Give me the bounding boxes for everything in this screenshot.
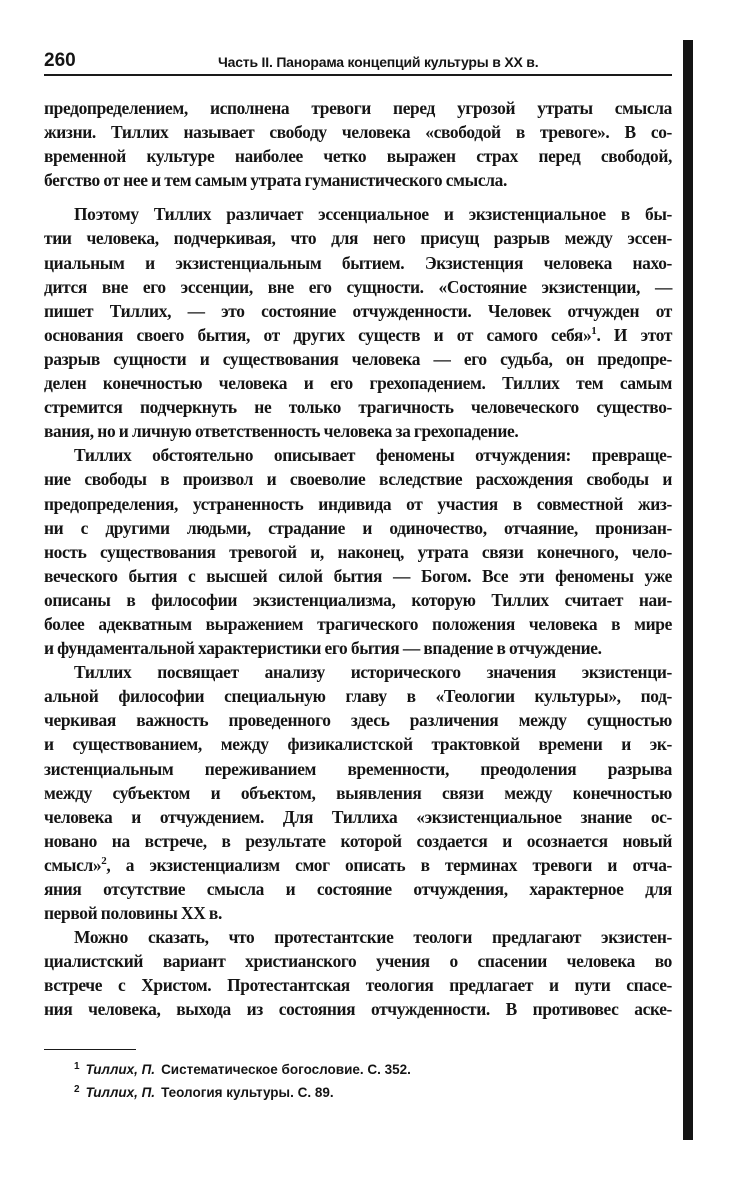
paragraph-1 (44, 96, 672, 192)
text-line: зистенциальным переживанием временности, преодоления разрыва (44, 758, 672, 779)
text-line: яния отсутствие смысла и состояние отчуждения, характерное для (44, 879, 672, 899)
footnotes (74, 1058, 634, 1104)
text-line: новано на встрече, в результате которой создается и осознается новый (44, 830, 672, 851)
footnote-1 (74, 1058, 634, 1081)
footnote-mark: 1 (74, 1060, 80, 1072)
paragraph-4 (44, 660, 672, 925)
text-line: тии человека, подчеркивая, что для него присущ разрыв между эссен- (44, 228, 672, 249)
text-line: делен конечностью человека и его грехопадением. Тиллих тем самым (44, 373, 672, 394)
running-header (44, 48, 672, 76)
line-text: основания своего бытия, от других существ и от самого себя» (44, 324, 592, 345)
text-line: циальным и экзистенциальным бытием. Экзистенция человека нахо- (44, 252, 672, 273)
text-line: альной философии специальную главу в «Теологии культуры», под- (44, 686, 672, 707)
text-line-with-footnote (44, 853, 672, 877)
text-line: ние свободы в произвол и своеволие вследствие расхождения свободы и (44, 469, 672, 490)
text-line: ни с другими людьми, страдание и одиночество, отчаяние, пронизан- (44, 517, 672, 538)
text-line: пишет Тиллих, — это состояние отчужденности. Человек отчужден от (44, 300, 672, 321)
text-line: Тиллих обстоятельно описывает феномены отчуждения: превраще- (74, 445, 672, 466)
text-line: более адекватным выражением трагического положения человека в мире (44, 613, 672, 634)
text-line: Можно сказать, что протестантские теологи предлагают экзистен- (74, 927, 672, 948)
text-line-with-footnote (44, 323, 672, 347)
text-line: циалистский вариант христианского учения о спасении человека во (44, 951, 672, 972)
footnote-divider (44, 1049, 136, 1050)
text-line: и фундаментальной характеристики его бытия — впадение в отчуждение. (44, 638, 602, 659)
paragraph-5 (44, 925, 672, 1021)
text-line: дится вне его эссенции, вне его сущности. «Состояние экзистенции, — (44, 276, 672, 297)
footnote-2 (74, 1081, 634, 1104)
page-edge-shadow (683, 40, 693, 1140)
text-line: Поэтому Тиллих различает эссенциальное и экзистенциальное в бы- (74, 204, 672, 225)
footnote-author: Тиллих, П. (85, 1085, 156, 1100)
line-text: смысл» (44, 854, 102, 875)
text-line: встрече с Христом. Протестантская теология предлагает и пути спасе- (44, 975, 672, 996)
line-text-tail: , а экзистенциализм смог описать в терминах тревоги и отча- (106, 854, 672, 875)
footnote-mark: 2 (74, 1083, 80, 1095)
footnote-ref-1[interactable]: 1 (591, 325, 597, 338)
text-line: веческого бытия с высшей силой бытия — Богом. Все эти феномены уже (44, 565, 672, 586)
text-line: и существованием, между физикалистской трактовкой времени и эк- (44, 734, 672, 755)
text-line: бегство от нее и тем самым утрата гуманистического смысла. (44, 170, 507, 191)
text-line: стремится подчеркнуть не только трагичность человеческого существо- (44, 397, 672, 418)
running-title: Часть II. Панорама концепций культуры в XX в. (218, 54, 539, 70)
paragraph-2 (44, 202, 672, 443)
text-line: человека и отчуждением. Для Тиллиха «экзистенциальное знание ос- (44, 806, 672, 827)
text-line: предопределением, исполнена тревоги перед угрозой утраты смысла (44, 98, 672, 118)
text-line: первой половины XX в. (44, 903, 222, 924)
text-line: предопределения, устраненность индивида от участия в совместной жиз- (44, 493, 672, 514)
text-line: разрыв сущности и существования человека — его судьба, он предопре- (44, 348, 672, 369)
text-line: Тиллих посвящает анализу исторического значения экзистенци- (74, 662, 672, 683)
footnote-text: Систематическое богословие. С. 352. (161, 1062, 411, 1077)
footnote-text: Теология культуры. С. 89. (161, 1085, 334, 1100)
line-text-tail: . И этот (596, 324, 673, 345)
text-line: ния человека, выхода из состояния отчужденности. В противовес аске- (44, 999, 672, 1020)
text-line: вания, но и личную ответственность человека за грехопадение. (44, 421, 519, 442)
text-line: ность существования тревогой и, наконец, утрата связи конечного, чело- (44, 541, 672, 562)
text-line: черкивая важность проведенного здесь различения между сущностью (44, 710, 672, 731)
paragraph-3 (44, 443, 672, 660)
body-text (44, 96, 672, 1022)
footnote-author: Тиллих, П. (85, 1062, 156, 1077)
text-line: между субъектом и объектом, выявления связи между конечностью (44, 782, 672, 803)
text-line: жизни. Тиллих называет свободу человека «свободой в тревоге». В со- (44, 122, 672, 143)
text-line: временной культуре наиболее четко выражен страх перед свободой, (44, 146, 672, 167)
page-number: 260 (44, 50, 76, 71)
text-line: описаны в философии экзистенциализма, которую Тиллих считает наи- (44, 589, 672, 610)
footnote-ref-2[interactable]: 2 (101, 855, 107, 868)
